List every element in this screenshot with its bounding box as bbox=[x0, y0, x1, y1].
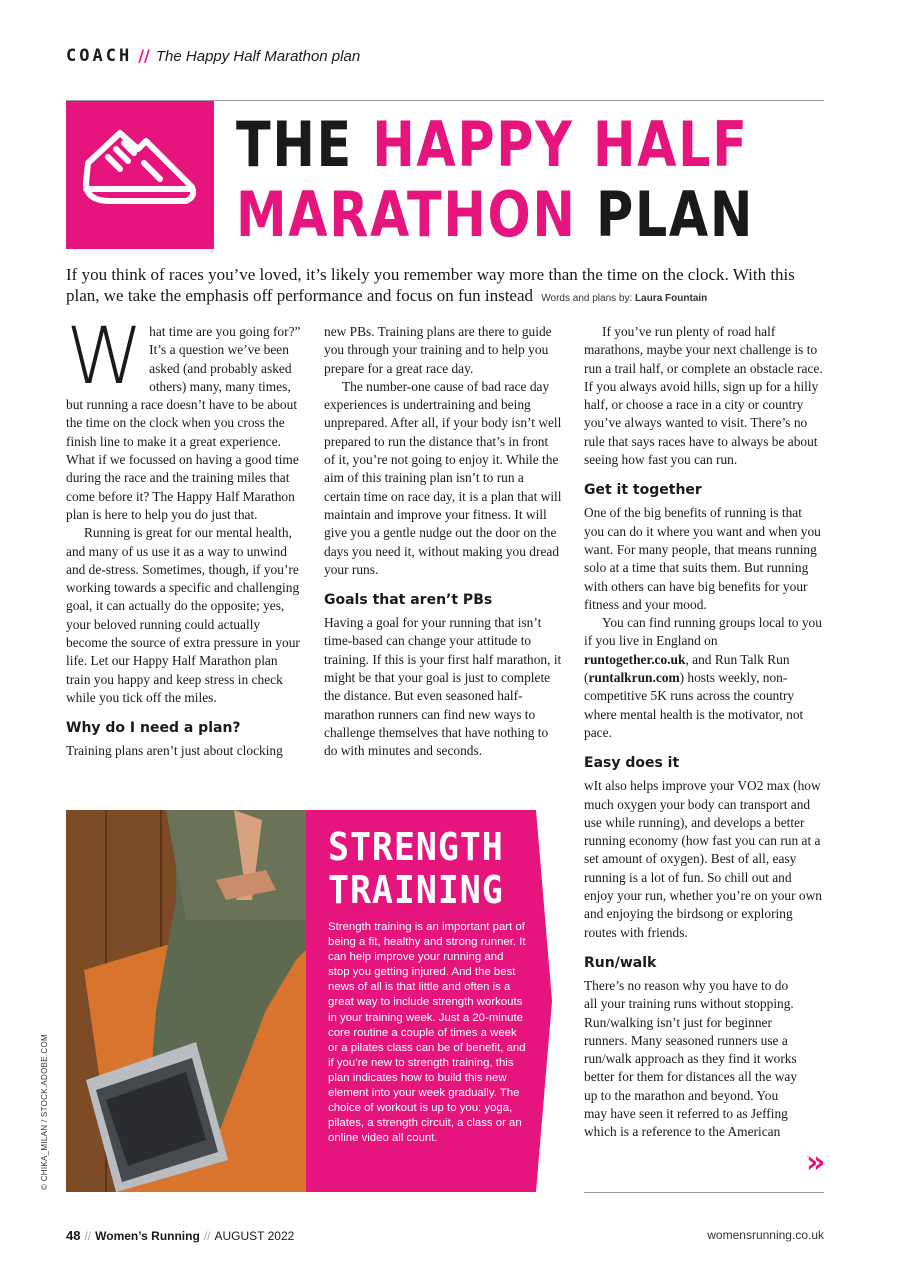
title-icon-box bbox=[66, 101, 214, 249]
page-footer: 48 // Women’s Running // AUGUST 2022 womensrunning.co.uk bbox=[66, 1228, 824, 1243]
website-url: womensrunning.co.uk bbox=[707, 1228, 824, 1242]
issue-date: AUGUST 2022 bbox=[214, 1229, 295, 1243]
sidebar-body: Strength training is an important part of being a fit, healthy and strong runner. It can help improve your running and stop you getting injured. And the best news of all is that little and often is a great way to include strength workouts in your training week. Just a 20-minute core routine a couple of times a week or a pilates class can be of benefit, and if you’re new to strength training, this plan indicates how to build this new element into your week gradually. The choice of workout is up to you: yoga, pilates, a strength circuit, a class or an online video all count. bbox=[328, 921, 526, 1145]
page-number: 48 bbox=[66, 1228, 81, 1243]
title-happy-half: HAPPY HALF bbox=[372, 108, 749, 181]
paragraph: wIt also helps improve your VO2 max (how much oxygen your body can transport and use while running), and develops a better running economy (how fast you can run at a set amount of oxygen). Best of all, easy running is a lot of fun. So chill out and enjoy your run, whether you’re on your own and enjoying the birdsong or exploring routes with friends. bbox=[584, 778, 822, 940]
subheading: Get it together bbox=[584, 482, 702, 499]
title-marathon: MARATHON bbox=[236, 178, 596, 251]
standfirst-text: If you think of races you’ve loved, it’s likely you remember way more than the time on the clock. With this plan, we take the emphasis off performance and focus on fun instead bbox=[66, 265, 795, 305]
section-label: COACH bbox=[66, 46, 133, 66]
page-title bbox=[236, 110, 754, 250]
running-shoe-icon bbox=[80, 123, 200, 223]
standfirst bbox=[66, 264, 826, 309]
paragraph: One of the big benefits of running is that you can do it where you want and when you want. For many people, that means running solo at a time that suits them. But running with others can have big benefits for your fitness and your mood. bbox=[584, 505, 821, 612]
running-header bbox=[66, 46, 360, 66]
continue-arrow-icon: » bbox=[806, 1145, 818, 1180]
runtogether-link: runtogether.co.uk bbox=[584, 651, 686, 667]
byline-name: Laura Fountain bbox=[635, 293, 708, 304]
sidebar-heading: STRENGTH TRAINING bbox=[328, 825, 504, 912]
paragraph: Training plans aren’t just about clocking bbox=[66, 743, 283, 759]
paragraph: The number-one cause of bad race day experiences is undertraining and being unprepared. After all, if your body isn’t well prepared to run the distance that’s in front of it, you’re not going to enjoy it. While the aim of this training plan isn’t to run a certain time on race day, it is a plan that will maintain and improve your fitness. It will give you a gentle nudge out the door on the days you need it, without making you dread your runs. bbox=[324, 378, 562, 577]
subheading: Why do I need a plan? bbox=[66, 720, 241, 737]
byline-label: Words and plans by: bbox=[541, 293, 633, 304]
subheading: Run/walk bbox=[584, 954, 657, 971]
paragraph: There’s no reason why you have to do all your training runs without stopping. Run/walking isn’t just for beginner runners. Many seasoned runners use a run/walk approach as they find it works better for them for distances all the way up to the marathon and beyond. You may have seen it referred to as Jeffing which is a reference to the American bbox=[584, 977, 798, 1140]
byline bbox=[541, 293, 707, 304]
column-2 bbox=[324, 323, 562, 761]
paragraph: hat time are you going for?” It’s a question we’ve been asked (and probably asked others) many, many times, but running a race doesn’t have to be about the time on the clock when you cross the finish line to make it a great experience. What if we focussed on having a good time during the race and the training miles that come before it? The Happy Half Marathon plan is here to help you do just that. bbox=[66, 324, 301, 522]
bottom-divider bbox=[584, 1192, 824, 1193]
paragraph: Running is great for our mental health, and many of us use it as a way to unwind and de-stress. Sometimes, though, if you’re working towards a specific and challenging goal, it can actually do the opposite; yes, your beloved running could actually become the source of extra pressure in your life. Let our Happy Half Marathon plan train you happy and keep stress in check while you tick off the miles. bbox=[66, 525, 300, 705]
header-separator: // bbox=[138, 46, 150, 65]
paragraph: Having a goal for your running that isn’t time-based can change your attitude to training. If this is your first half marathon, it might be that your goal is just to complete the distance. But even seasoned half-marathon runners can find new ways to challenge themselves that have nothing to do with minutes and seconds. bbox=[324, 615, 562, 759]
runtalkrun-link: runtalkrun.com bbox=[588, 670, 680, 686]
drop-cap: W bbox=[66, 312, 144, 402]
paragraph: If you’ve run plenty of road half marathons, maybe your next challenge is to run a trail half, or complete an obstacle race. If you always avoid hills, sign up for a hilly half, or choose a race in a city or country you’ve always wanted to visit. There’s no rule that says races have to always be about seeing how fast you can run. bbox=[584, 324, 823, 468]
title-plan: PLAN bbox=[595, 178, 755, 251]
title-word-the: THE bbox=[236, 108, 373, 181]
running-title: The Happy Half Marathon plan bbox=[155, 48, 361, 65]
photo-credit: © CHIKA_MILAN / STOCK.ADOBE.COM bbox=[40, 1034, 49, 1190]
magazine-name: Women’s Running bbox=[95, 1229, 200, 1243]
column-1 bbox=[66, 312, 302, 761]
column-3 bbox=[584, 323, 824, 1142]
paragraph: You can find running groups local to you if you live in England on runtogether.co.uk, and Run Talk Run (runtalkrun.com) hosts weekly, non-competitive 5K runs across the country where mental health is the motivator, not pace. bbox=[584, 615, 822, 740]
subheading: Easy does it bbox=[584, 755, 680, 772]
yoga-photo bbox=[66, 810, 326, 1192]
paragraph: new PBs. Training plans are there to guide you through your training and to help you prepare for a great race day. bbox=[324, 324, 552, 376]
subheading: Goals that aren’t PBs bbox=[324, 592, 493, 609]
